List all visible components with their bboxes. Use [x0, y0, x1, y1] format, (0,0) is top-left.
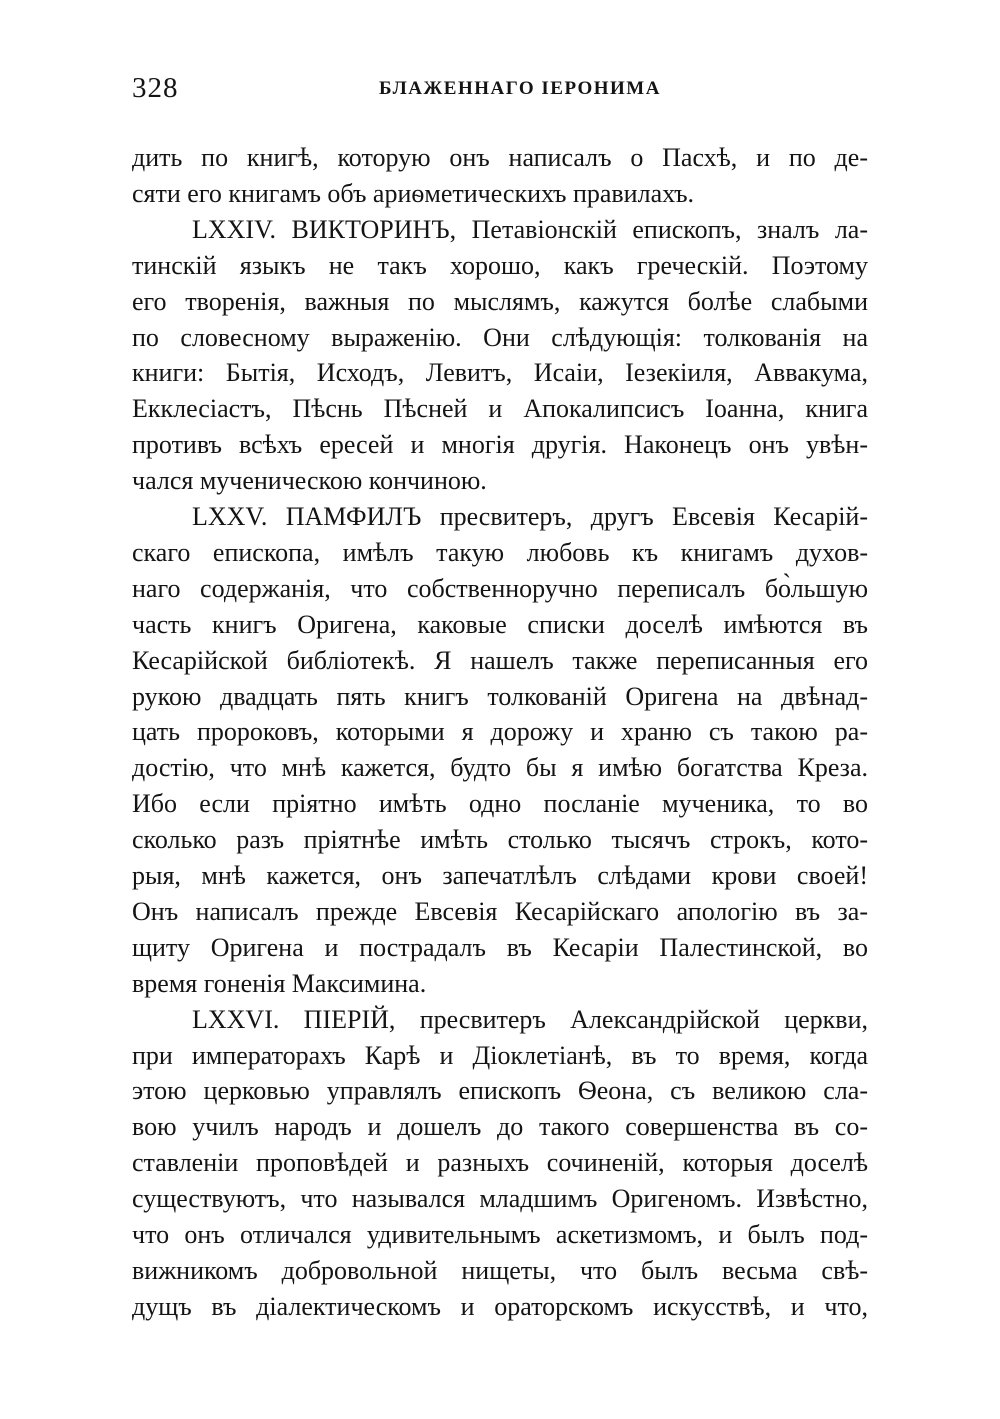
text-line: щиту Оригена и пострадалъ въ Кесаріи Палестинской, во — [132, 932, 868, 962]
text-line: Онъ написалъ прежде Евсевія Кесарійскаго апологію въ за- — [132, 896, 868, 926]
text-line: этою церковью управлялъ епископъ Ѳеона, съ великою сла- — [132, 1076, 868, 1106]
paragraph-start-line: LXXIV. ВИКТОРИНЪ, Петавіонскій епископъ, зналъ ла- — [192, 214, 868, 244]
text-line: рукою двадцать пять книгъ толкованій Оригена на двѣнад- — [132, 681, 868, 711]
text-line: наго содержанія, что собственноручно переписалъ бо̀льшую — [132, 573, 868, 603]
text-line: противъ всѣхъ ересей и многія другія. Наконецъ онъ увѣн- — [132, 430, 868, 460]
text-line: при императорахъ Карѣ и Діоклетіанѣ, въ то время, когда — [132, 1040, 868, 1070]
text-line: чался мученическою кончиною. — [132, 466, 487, 496]
text-line: вижникомъ добровольной нищеты, что былъ весьма свѣ- — [132, 1255, 868, 1285]
text-line: Кесарійской библіотекѣ. Я нашелъ также переписанныя его — [132, 645, 868, 675]
page-number: 328 — [132, 72, 179, 104]
text-line: тинскій языкъ не такъ хорошо, какъ греческій. Поэтому — [132, 250, 868, 280]
text-line: по словесному выраженію. Они слѣдующія: толкованія на — [132, 322, 868, 352]
text-line: дущъ въ діалектическомъ и ораторскомъ искусствѣ, и что, — [132, 1291, 868, 1321]
text-line: часть книгъ Оригена, каковые списки доселѣ имѣются въ — [132, 609, 868, 639]
text-line: Екклесіастъ, Пѣснь Пѣсней и Апокалипсисъ Іоанна, книга — [132, 394, 868, 424]
text-line: время гоненія Максимина. — [132, 968, 427, 998]
paragraph-start-line: LXXVI. ПІЕРІЙ, пресвитеръ Александрійской церкви, — [192, 1004, 868, 1034]
text-line: существуютъ, что назывался младшимъ Оригеномъ. Извѣстно, — [132, 1184, 868, 1214]
text-line: достію, что мнѣ кажется, будто бы я имѣю богатства Креза. — [132, 753, 868, 783]
text-line: скаго епископа, имѣлъ такую любовь къ книгамъ духов- — [132, 537, 868, 567]
text-line: Ибо если пріятно имѣть одно посланіе мученика, то во — [132, 789, 868, 819]
text-line: книги: Бытія, Исходъ, Левитъ, Исаіи, Іезекіиля, Аввакума, — [132, 358, 868, 388]
text-line: что онъ отличался удивительнымъ аскетизмомъ, и былъ под- — [132, 1220, 868, 1249]
text-line: ставленіи проповѣдей и разныхъ сочиненій, которыя доселѣ — [132, 1148, 868, 1178]
text-line: сяти его книгамъ объ ариѳметическихъ правилахъ. — [132, 178, 695, 208]
running-title: БЛАЖЕННАГО ІЕРОНИМА — [379, 78, 661, 99]
text-line: сколько разъ пріятнѣе имѣть столько тысячъ строкъ, кото- — [132, 825, 868, 855]
text-line: цать пророковъ, которыми я дорожу и храню съ такою ра- — [132, 717, 868, 747]
text-line: рыя, мнѣ кажется, онъ запечатлѣлъ слѣдами крови своей! — [132, 861, 868, 890]
paragraph-start-line: LXXV. ПАМФИЛЪ пресвитеръ, другъ Евсевія Кесарій- — [192, 502, 868, 531]
text-line: его творенія, важныя по мыслямъ, кажутся болѣе слабыми — [132, 286, 868, 316]
text-line: дить по книгѣ, которую онъ написалъ о Пасхѣ, и по де- — [132, 143, 868, 172]
text-line: вою училъ народъ и дошелъ до такого совершенства въ со- — [132, 1112, 868, 1142]
